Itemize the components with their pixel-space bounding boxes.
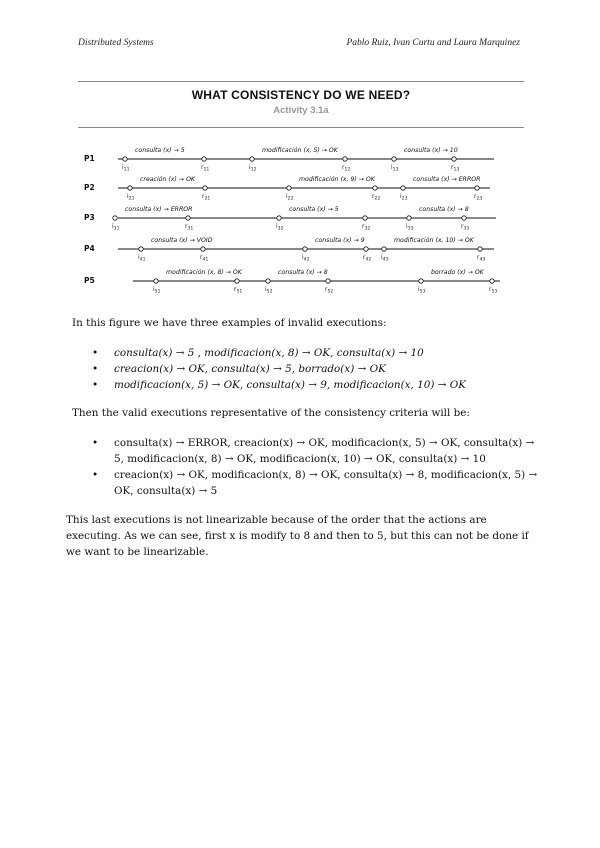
conclusion-paragraph: This last executions is not linearizable because of the order that the actions are executing. As we can see, first x is modify to 8 and then to 5, but this can not be done if we want to be linearizable. [66, 514, 529, 558]
valid-intro-text: Then the valid executions representative of the consistency criteria will be: [72, 407, 470, 419]
page-title: WHAT CONSISTENCY DO WE NEED? [191, 88, 411, 102]
response-label: $r_{53}$ [489, 286, 498, 295]
invocation-label: $i_{23}$ [400, 193, 408, 202]
operation-label: consulta (x) → 5 [289, 206, 339, 213]
invocation-label: $i_{32}$ [276, 223, 284, 232]
operation-label: modificación (x, 9) → OK [299, 176, 375, 183]
operation-label: consulta (x) → 9 [315, 237, 365, 244]
invocation-label: $i_{43}$ [381, 254, 389, 263]
invalid-executions-list [92, 345, 522, 393]
invocation-marker [392, 157, 396, 161]
execution-timeline-diagram [78, 140, 518, 300]
operation-label: consulta (x) → 8 [278, 269, 328, 276]
invocation-marker [113, 216, 117, 220]
list-item: • creacion(x) → OK, modificacion(x, 8) → OK, consulta(x) → 8, modificacion(x, 5) → OK, consulta(x) → 5 [92, 467, 542, 499]
response-marker [475, 186, 479, 190]
invocation-marker [419, 279, 423, 283]
invocation-marker [123, 157, 127, 161]
operation-label: consulta (x) → 8 [419, 206, 469, 213]
response-marker [203, 186, 207, 190]
invocation-marker [154, 279, 158, 283]
invocation-marker [287, 186, 291, 190]
response-label: $r_{11}$ [201, 164, 210, 173]
response-marker [373, 186, 377, 190]
valid-executions-list [92, 435, 542, 499]
process-label: P5 [84, 276, 95, 285]
list-item: • modificacion(x, 5) → OK, consulta(x) → 9, modificacion(x, 10) → OK [92, 377, 522, 393]
response-label: $r_{12}$ [342, 164, 351, 173]
list-item: • consulta(x) → ERROR, creacion(x) → OK, modificacion(x, 5) → OK, consulta(x) → 5, modificacion(x, 8) → OK, modificacion(x, 10) → OK, consulta(x) → 10 [92, 435, 542, 467]
operation-label: modificación (x, 8) → OK [166, 269, 242, 276]
response-marker [364, 247, 368, 251]
page-subtitle: Activity 3.1a [273, 105, 329, 116]
response-label: $r_{23}$ [474, 193, 483, 202]
operation-label: consulta (x) → 10 [404, 147, 458, 154]
invocation-marker [277, 216, 281, 220]
response-marker [201, 247, 205, 251]
title-divider [78, 127, 524, 128]
invocation-label: $i_{52}$ [265, 286, 273, 295]
list-item: • consulta(x) → 5 , modificacion(x, 8) → OK, consulta(x) → 10 [92, 345, 522, 361]
response-label: $r_{41}$ [200, 254, 209, 263]
response-marker [326, 279, 330, 283]
invocation-label: $i_{13}$ [391, 164, 399, 173]
operation-label: creación (x) → OK [140, 176, 195, 183]
response-marker [478, 247, 482, 251]
response-marker [452, 157, 456, 161]
response-label: $r_{43}$ [477, 254, 486, 263]
invocation-marker [266, 279, 270, 283]
process-row-p2 [84, 175, 490, 202]
process-label: P1 [84, 154, 95, 163]
response-label: $r_{21}$ [202, 193, 211, 202]
invocation-label: $i_{31}$ [112, 223, 120, 232]
process-row-p1 [84, 146, 494, 173]
invocation-marker [407, 216, 411, 220]
operation-label: modificación (x, 10) → OK [394, 237, 474, 244]
invocation-label: $i_{33}$ [406, 223, 414, 232]
invocation-marker [382, 247, 386, 251]
invocation-marker [401, 186, 405, 190]
invocation-label: $i_{51}$ [153, 286, 161, 295]
operation-label: modificación (x, 5) → OK [262, 147, 338, 154]
operation-label: consulta (x) → ERROR [413, 176, 481, 183]
response-marker [343, 157, 347, 161]
invocation-marker [139, 247, 143, 251]
top-divider [78, 81, 524, 82]
invocation-label: $i_{53}$ [418, 286, 426, 295]
response-label: $r_{22}$ [372, 193, 381, 202]
response-label: $r_{42}$ [363, 254, 372, 263]
operation-label: consulta (x) → ERROR [125, 206, 193, 213]
response-label: $r_{31}$ [185, 223, 194, 232]
invocation-marker [303, 247, 307, 251]
invocation-label: $i_{11}$ [122, 164, 130, 173]
process-label: P2 [84, 183, 95, 192]
response-label: $r_{13}$ [451, 164, 460, 173]
list-item: • creacion(x) → OK, consulta(x) → 5, borrado(x) → OK [92, 361, 522, 377]
process-row-p4 [84, 236, 494, 263]
running-header-course: Distributed Systems [78, 38, 154, 48]
process-label: P4 [84, 244, 95, 253]
operation-label: consulta (x) → 5 [135, 147, 185, 154]
response-marker [235, 279, 239, 283]
response-marker [363, 216, 367, 220]
invalid-intro-text: In this figure we have three examples of invalid executions: [72, 317, 387, 329]
invocation-label: $i_{22}$ [286, 193, 294, 202]
response-marker [490, 279, 494, 283]
invocation-label: $i_{42}$ [302, 254, 310, 263]
response-label: $r_{52}$ [325, 286, 334, 295]
running-header-authors: Pablo Ruiz, Ivan Curtu and Laura Marquinez [346, 38, 520, 48]
process-label: P3 [84, 213, 95, 222]
operation-label: consulta (x) → VOID [151, 237, 213, 244]
response-marker [186, 216, 190, 220]
invocation-marker [250, 157, 254, 161]
response-label: $r_{51}$ [234, 286, 243, 295]
response-marker [202, 157, 206, 161]
invocation-marker [128, 186, 132, 190]
response-marker [462, 216, 466, 220]
operation-label: borrado (x) → OK [431, 269, 484, 276]
invocation-label: $i_{21}$ [127, 193, 135, 202]
process-row-p3 [84, 205, 496, 232]
process-row-p5 [84, 268, 500, 295]
response-label: $r_{33}$ [461, 223, 470, 232]
response-label: $r_{32}$ [362, 223, 371, 232]
invocation-label: $i_{12}$ [249, 164, 257, 173]
invocation-label: $i_{41}$ [138, 254, 146, 263]
